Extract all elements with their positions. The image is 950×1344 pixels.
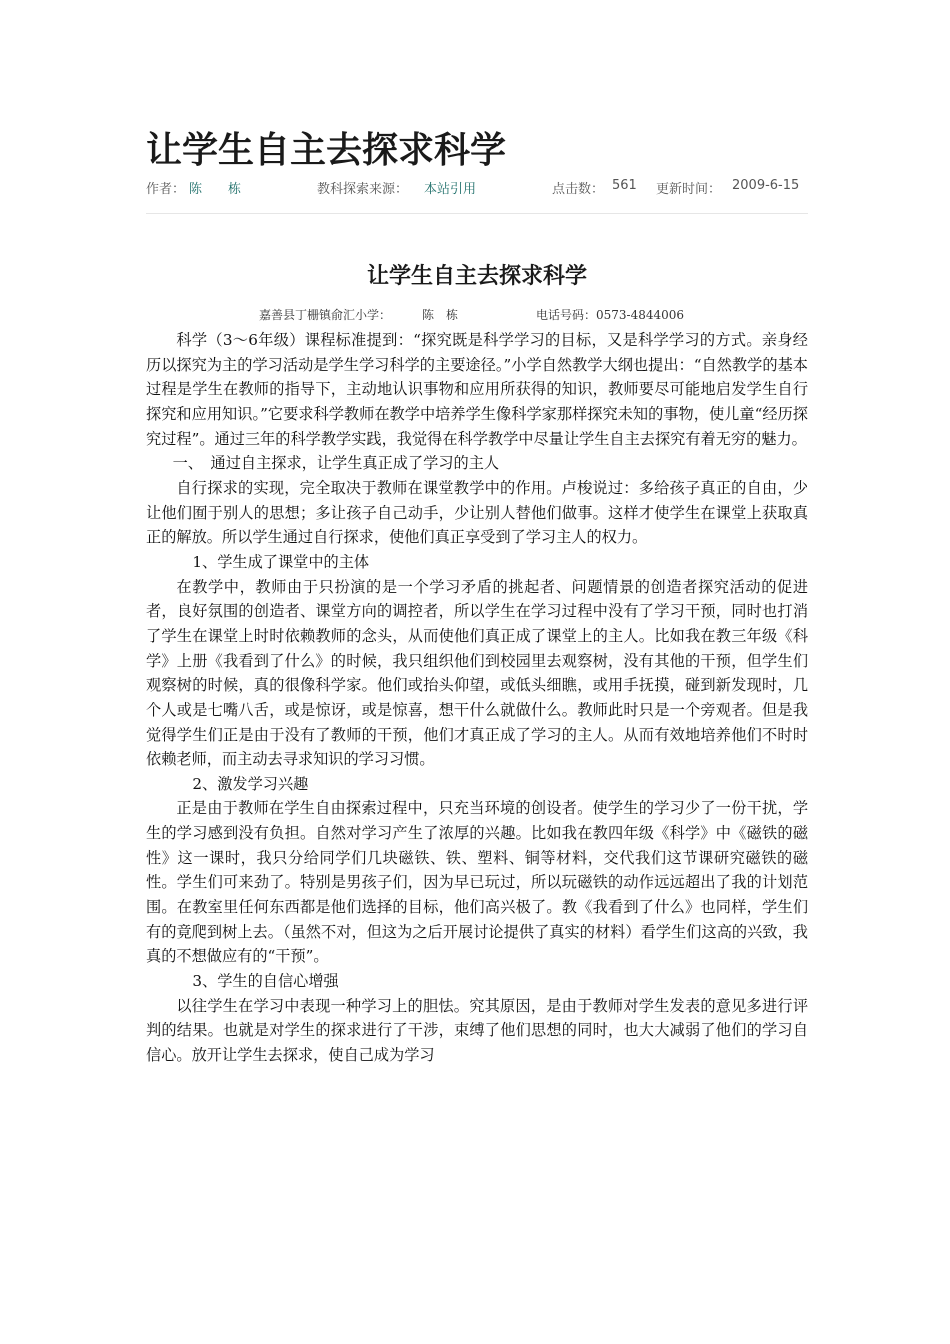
updated-value: 2009-6-15 (732, 178, 800, 193)
divider (146, 213, 808, 214)
author-label: 作者： (146, 182, 186, 197)
byline-author: 陈 栋 (422, 308, 459, 322)
subsection-heading: 3、学生的自信心增强 (192, 972, 339, 991)
paragraph: 科学（3～6年级）课程标准提到：“探究既是科学学习的目标，又是科学学习的方式。亲身经历以探究为主的学习活动是学生学习科学的主要途径。”小学自然教学大纲也提出：“自然教学的基本过程是学生在教师的指导下，主动地认识事物和应用所获得的知识，教师要尽可能地启发学生自行探究和应用知识。”它要求科学教师在教学中培养学生像科学家那样探究未知的事物，使儿童“经历探究过程”。通过三年的科学教学实践，我觉得在科学教学中尽量让学生自主去探究有着无穷的魅力。 (146, 331, 808, 448)
subsection-heading: 1、学生成了课堂中的主体 (192, 552, 370, 571)
paragraph: 正是由于教师在学生自由探索过程中，只充当环境的创设者。使学生的学习少了一份干扰，学生的学习感到没有负担。自然对学习产生了浓厚的兴趣。比如我在教四年级《科学》中《磁铁的磁性》这一课时，我只分给同学们几块磁铁、铁、塑料、铜等材料，交代我们这节课研究磁铁的磁性。学生们可来劲了。特别是男孩子们，因为早已玩过，所以玩磁铁的动作远远超出了我的计划范围。在教室里任何东西都是他们选择的目标，他们高兴极了。教《我看到了什么》也同样，学生们有的竟爬到树上去。（虽然不对，但这为之后开展讨论提供了真实的材料）看学生们这高的兴致，我真的不想做应有的“干预”。 (146, 799, 808, 966)
article-meta (146, 178, 808, 196)
source-value: 本站引用 (424, 182, 477, 197)
clicks-label: 点击数： (552, 182, 605, 197)
article-byline (146, 306, 808, 326)
source-label: 教科探索来源： (317, 182, 409, 197)
phone-number: 电话号码：0573-4844006 (536, 308, 685, 322)
paragraph: 以往学生在学习中表现一种学习上的胆怯。究其原因，是由于教师对学生发表的意见多进行评判的结果。也就是对学生的探求进行了干涉，束缚了他们思想的同时，也大大减弱了他们的学习自信心。放开让学生去探求，使自己成为学习 (146, 996, 808, 1065)
subsection-heading: 2、激发学习兴趣 (192, 774, 309, 793)
article-body (146, 328, 808, 1068)
clicks-value: 561 (612, 178, 637, 193)
section-heading: 一、 通过自主探求，让学生真正成了学习的主人 (172, 454, 500, 473)
school-name: 嘉善县丁栅镇俞汇小学： (259, 308, 392, 322)
article-title: 让学生自主去探求科学 (366, 264, 587, 289)
updated-label: 更新时间： (656, 182, 722, 197)
paragraph: 自行探求的实现，完全取决于教师在课堂教学中的作用。卢梭说过：多给孩子真正的自由，少让他们囿于别人的思想；多让孩子自己动手，少让别人替他们做事。这样才使学生在课堂上获取真正的解放。所以学生通过自行探求，使他们真正享受到了学习主人的权力。 (146, 478, 808, 547)
paragraph: 在教学中，教师由于只扮演的是一个学习矛盾的挑起者、问题情景的创造者探究活动的促进者，良好氛围的创造者、课堂方向的调控者，所以学生在学习过程中没有了学习干预，同时也打消了学生在课堂上时时依赖教师的念头，从而使他们真正成了课堂上的主人。比如我在教三年级《科学》上册《我看到了什么》的时候，我只组织他们到校园里去观察树，没有其他的干预，但学生们观察树的时候，真的很像科学家。他们或抬头仰望，或低头细瞧，或用手抚摸，碰到新发现时，几个人或是七嘴八舌，或是惊讶，或是惊喜，想干什么就做什么。教师此时只是一个旁观者。但是我觉得学生们正是由于没有了教师的干预，他们才真正成了学习的主人。从而有效地培养他们不时时依赖老师，而主动去寻求知识的学习习惯。 (146, 577, 808, 769)
page-title: 让学生自主去探求科学 (146, 130, 507, 171)
author-link[interactable]: 陈 栋 (189, 182, 242, 197)
